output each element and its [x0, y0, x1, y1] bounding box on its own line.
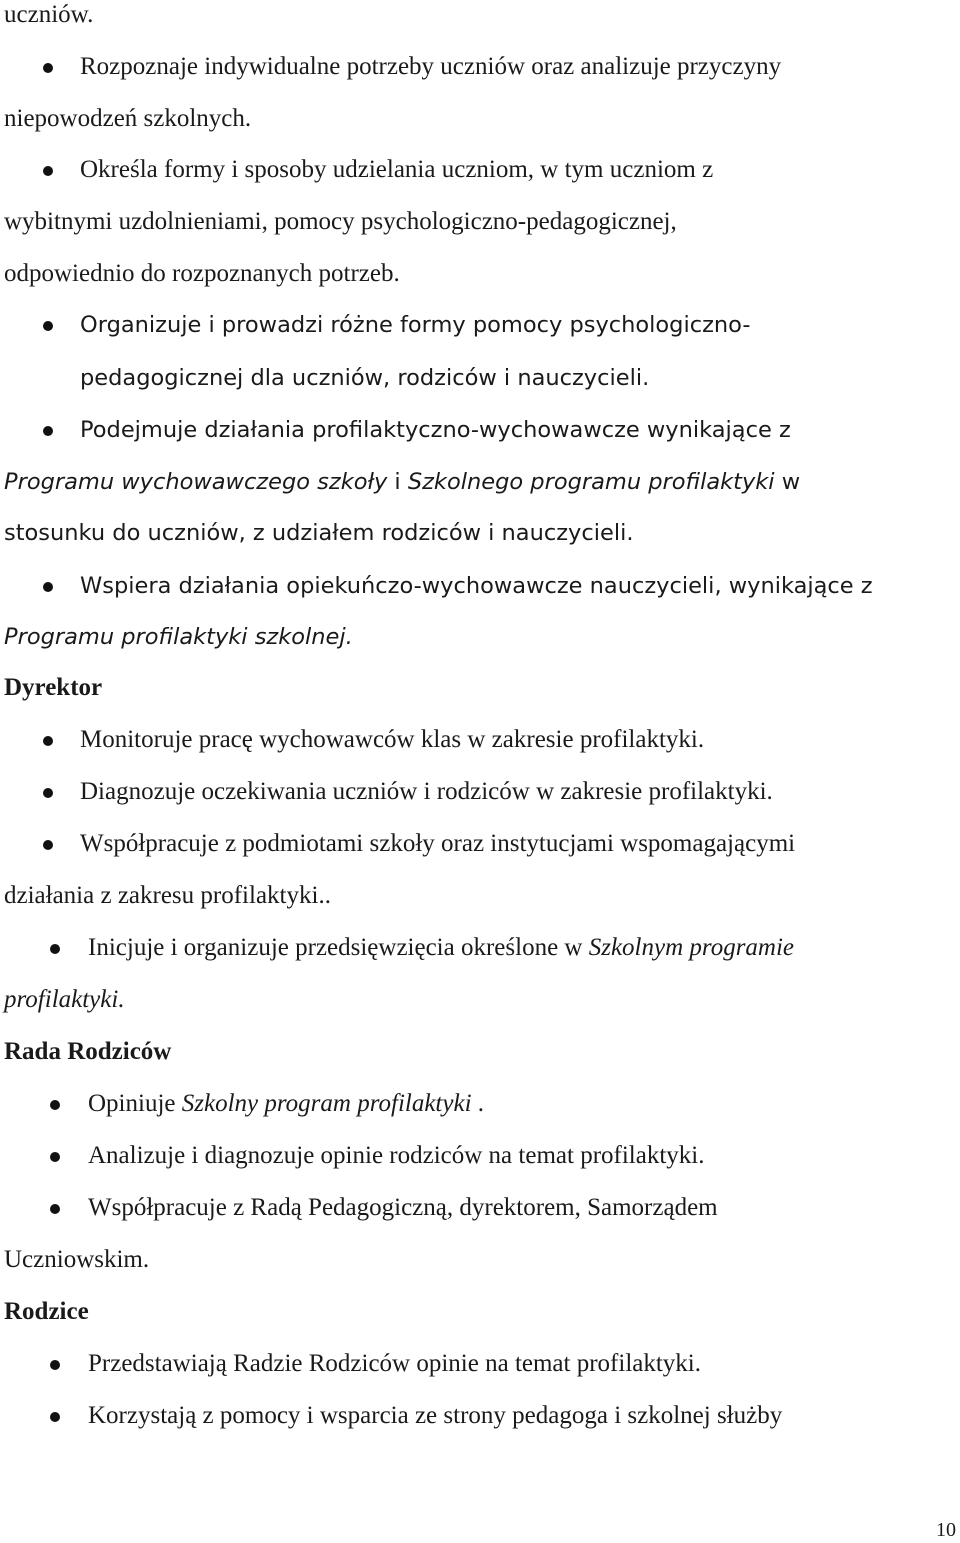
bullet: [50, 1360, 60, 1370]
text-line: Uczniowskim.: [4, 1246, 150, 1273]
text-line: pedagogicznej dla uczniów, rodziców i nauczycieli.: [80, 365, 650, 391]
bullet: [43, 788, 53, 798]
list-item: Diagnozuje oczekiwania uczniów i rodziców w zakresie profilaktyki.: [80, 778, 773, 805]
program-title: Szkolnym programie: [588, 934, 795, 961]
list-item: Rozpoznaje indywidualne potrzeby uczniów oraz analizuje przyczyny: [80, 53, 782, 80]
bullet: [50, 1412, 60, 1422]
text-line: działania z zakresu profilaktyki..: [4, 882, 331, 909]
section-heading-rada-rodzicow: Rada Rodziców: [4, 1038, 172, 1065]
text-segment: Inicjuje i organizuje przedsięwzięcia określone w: [88, 934, 589, 961]
bullet: [43, 426, 53, 436]
bullet: [43, 736, 53, 746]
bullet: [43, 840, 53, 850]
list-item: Monitoruje pracę wychowawców klas w zakresie profilaktyki.: [80, 726, 705, 753]
text-line: uczniów.: [4, 1, 94, 28]
text-segment: .: [471, 1090, 485, 1117]
program-title: Szkolnego programu profilaktyki: [407, 469, 775, 495]
list-item: Przedstawiają Radzie Rodziców opinie na temat profilaktyki.: [88, 1350, 702, 1377]
text-segment: w: [774, 469, 801, 495]
bullet: [50, 944, 60, 954]
bullet: [50, 1100, 60, 1110]
text-line: [4, 467, 800, 497]
bullet: [50, 1152, 60, 1162]
list-item: Podejmuje działania profilaktyczno-wychowawcze wynikające z: [80, 417, 791, 443]
text-line: stosunku do uczniów, z udziałem rodziców i nauczycieli.: [4, 520, 634, 546]
text-line: profilaktyki.: [4, 986, 125, 1013]
list-item: Korzystają z pomocy i wsparcia ze strony pedagoga i szkolnej służby: [88, 1402, 783, 1429]
text-segment: Opiniuje: [88, 1090, 182, 1117]
bullet: [43, 63, 53, 73]
list-item: [88, 933, 794, 963]
text-line: niepowodzeń szkolnych.: [4, 105, 252, 132]
text-segment: i: [387, 469, 408, 495]
section-heading-dyrektor: Dyrektor: [4, 674, 103, 701]
bullet: [43, 582, 53, 592]
text-line: wybitnymi uzdolnieniami, pomocy psychologiczno-pedagogicznej,: [4, 208, 677, 235]
list-item: Wspiera działania opiekuńczo-wychowawcze nauczycieli, wynikające z: [80, 573, 873, 599]
section-heading-rodzice: Rodzice: [4, 1298, 89, 1325]
program-title: Szkolny program profilaktyki: [181, 1090, 472, 1117]
list-item: Współpracuje z Radą Pedagogiczną, dyrektorem, Samorządem: [88, 1194, 718, 1221]
list-item: Organizuje i prowadzi różne formy pomocy psychologiczno-: [80, 312, 751, 338]
program-title: Programu wychowawczego szkoły: [4, 469, 388, 495]
page-number: 10: [936, 1519, 956, 1541]
text-line: odpowiednio do rozpoznanych potrzeb.: [4, 260, 400, 287]
list-item: Analizuje i diagnozuje opinie rodziców na temat profilaktyki.: [88, 1142, 705, 1169]
bullet: [43, 166, 53, 176]
bullet: [50, 1204, 60, 1214]
text-line: Programu profilaktyki szkolnej.: [4, 624, 353, 650]
list-item: [88, 1089, 484, 1119]
bullet: [43, 321, 53, 331]
list-item: Współpracuje z podmiotami szkoły oraz instytucjami wspomagającymi: [80, 830, 796, 857]
list-item: Określa formy i sposoby udzielania uczniom, w tym uczniom z: [80, 156, 714, 183]
